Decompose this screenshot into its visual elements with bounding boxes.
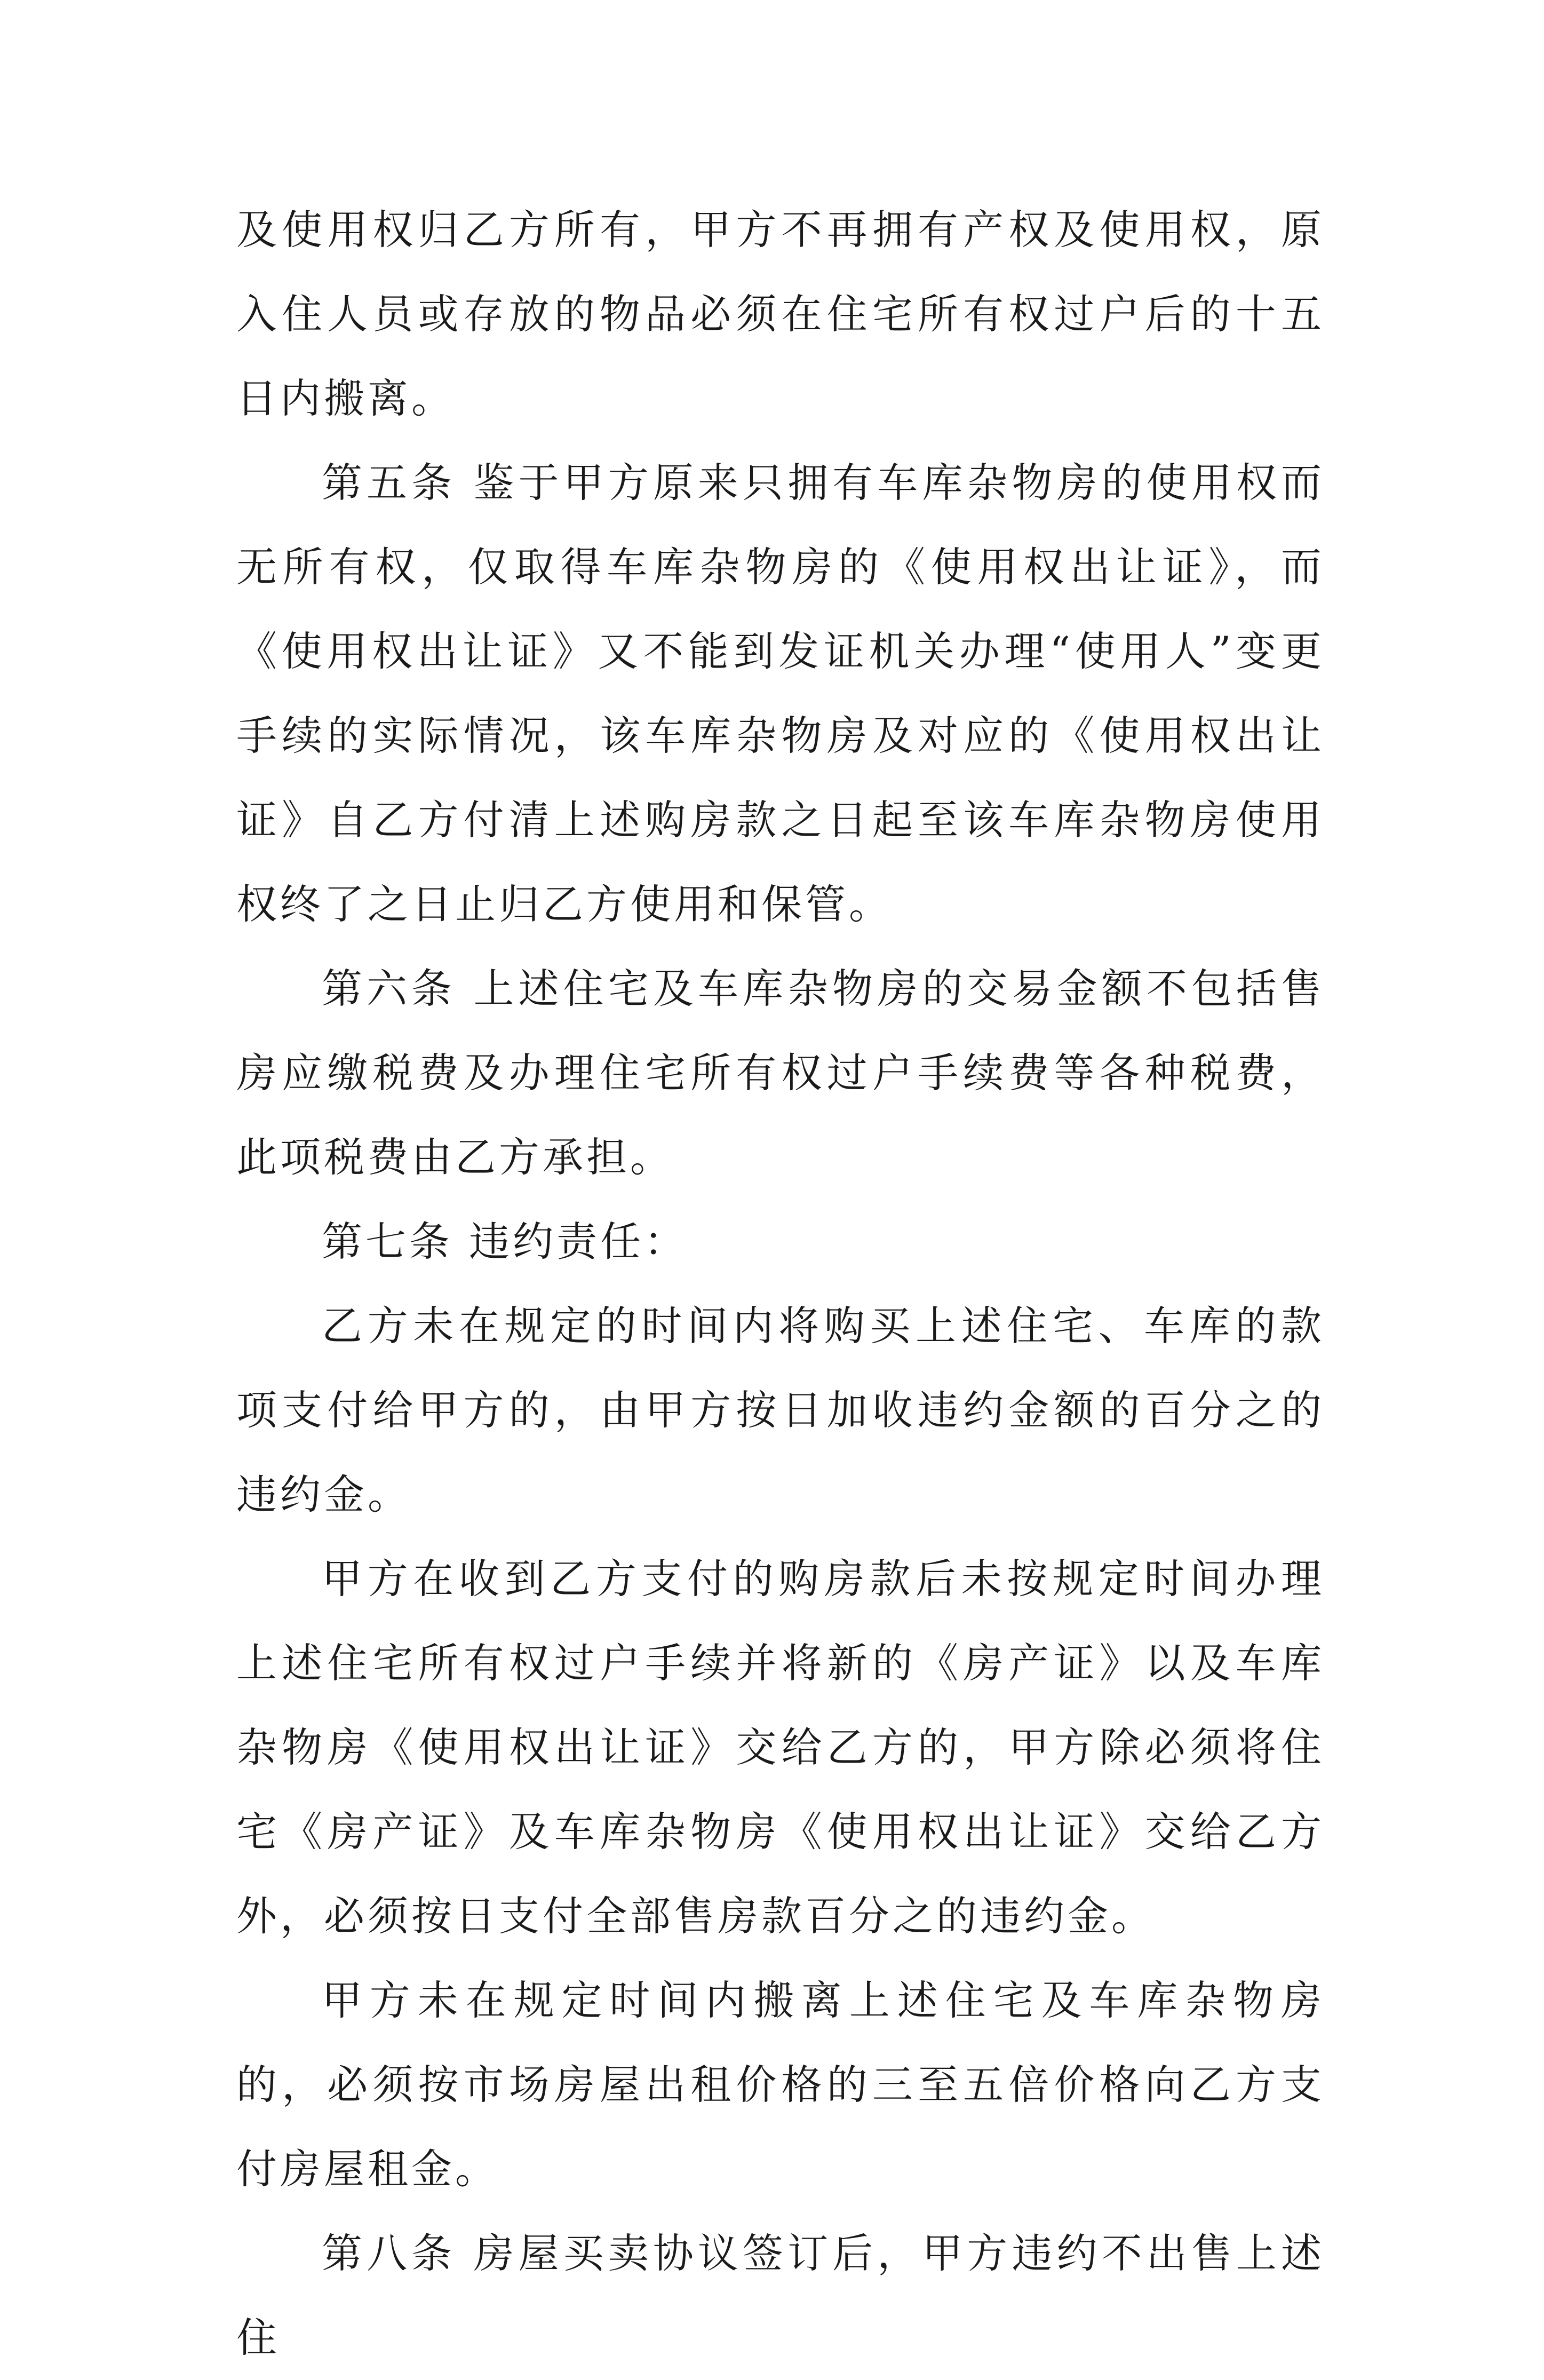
paragraph-continuation: 及使用权归乙方所有，甲方不再拥有产权及使用权，原入住人员或存放的物品必须在住宅所有权过户后的十五日内搬离。 <box>236 206 1325 422</box>
paragraph-party-b-breach: 乙方未在规定的时间内将购买上述住宅、车库的款项支付给甲方的，由甲方按日加收违约金额的百分之的违约金。 <box>236 1302 1325 1518</box>
paragraph-party-a-move-out-breach: 甲方未在规定时间内搬离上述住宅及车库杂物房的，必须按市场房屋出租价格的三至五倍价格向乙方支付房屋租金。 <box>236 1977 1325 2193</box>
paragraph-article-7-heading: 第七条 违约责任： <box>322 1218 688 1265</box>
paragraph-article-8: 第八条 房屋买卖协议签订后，甲方违约不出售上述住 <box>236 2230 1325 2361</box>
paragraph-article-5: 第五条 鉴于甲方原来只拥有车库杂物房的使用权而无所有权，仅取得车库杂物房的《使用权出让证》，而《使用权出让证》又不能到发证机关办理“使用人”变更手续的实际情况，该车库杂物房及对应的《使用权出让证》自乙方付清上述购房款之日起至该车库杂物房使用权终了之日止归乙方使用和保管。 <box>236 459 1325 928</box>
document-body <box>236 188 1325 2380</box>
paragraph-party-a-transfer-breach: 甲方在收到乙方支付的购房款后未按规定时间办理上述住宅所有权过户手续并将新的《房产证》以及车库杂物房《使用权出让证》交给乙方的，甲方除必须将住宅《房产证》及车库杂物房《使用权出让证》交给乙方外，必须按日支付全部售房款百分之的违约金。 <box>236 1555 1325 1940</box>
paragraph-article-6: 第六条 上述住宅及车库杂物房的交易金额不包括售房应缴税费及办理住宅所有权过户手续费等各种税费，此项税费由乙方承担。 <box>236 965 1325 1181</box>
